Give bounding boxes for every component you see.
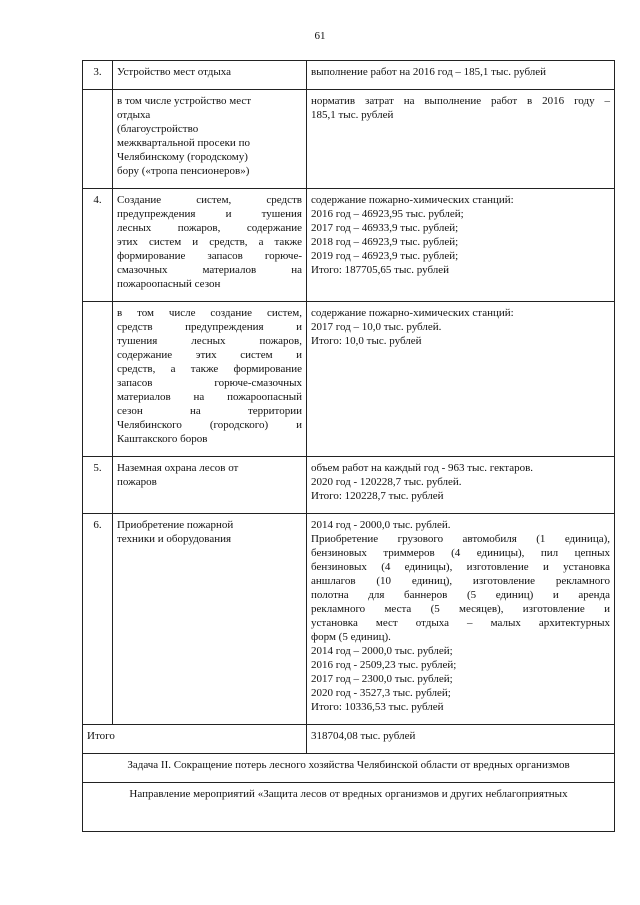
measure-name-line: содержание этих систем и: [117, 349, 302, 361]
measure-name-line: в том числе создание систем,: [117, 307, 302, 319]
measure-name-line: этих систем и средств, а также: [117, 236, 302, 248]
measure-name-line: Каштакского боров: [117, 433, 208, 445]
details-line: 2017 год – 10,0 тыс. рублей.: [311, 321, 442, 333]
measure-name: [113, 457, 307, 514]
measure-name: [113, 302, 307, 457]
measure-name-line: отдыха: [117, 109, 151, 121]
details-line: 185,1 тыс. рублей: [311, 109, 394, 121]
task-row: [83, 754, 615, 783]
task-heading: Задача II. Сокращение потерь лесного хозяйства Челябинской области от вредных организмов: [83, 754, 615, 783]
total-value: 318704,08 тыс. рублей: [307, 725, 615, 754]
details-line: 2016 год - 2509,23 тыс. рублей;: [311, 659, 457, 671]
measures-table: [82, 60, 615, 832]
measure-details: [307, 514, 615, 725]
direction-heading: Направление мероприятий «Защита лесов от вредных организмов и других неблагоприятных: [83, 783, 615, 832]
details-line: Итого: 187705,65 тыс. рублей: [311, 264, 450, 276]
details-line: полотна для баннеров (5 единиц) и аренда: [311, 589, 610, 601]
measure-name-line: тушения лесных пожаров,: [117, 335, 302, 347]
details-line: 2017 год – 2300,0 тыс. рублей;: [311, 673, 453, 685]
details-line: Итого: 10,0 тыс. рублей: [311, 335, 422, 347]
row-number: 5.: [83, 457, 113, 514]
page-number: 61: [314, 30, 326, 42]
table-row: [83, 457, 615, 514]
table-row: [83, 514, 615, 725]
details-line: установка мест отдыха – малых архитектурных: [311, 617, 610, 629]
row-number: 3.: [83, 61, 113, 90]
measure-name-line: лесных пожаров, содержание: [117, 222, 302, 234]
measure-details: [307, 457, 615, 514]
measure-name-line: Челябинского (городского) и: [117, 419, 302, 431]
measure-name-line: средств, а также формирование: [117, 363, 302, 375]
details-line: выполнение работ на 2016 год – 185,1 тыс. рублей: [311, 66, 547, 78]
measure-name-line: Наземная охрана лесов от: [117, 462, 239, 474]
measure-name-line: предупреждения и тушения: [117, 208, 302, 220]
measure-details: [307, 189, 615, 302]
details-line: Итого: 120228,7 тыс. рублей: [311, 490, 444, 502]
details-line: норматив затрат на выполнение работ в 2016 году –: [311, 95, 610, 107]
measure-details: [307, 90, 615, 189]
row-number: [83, 302, 113, 457]
measure-name-line: материалов на пожароопасный: [117, 391, 302, 403]
measure-details: [307, 61, 615, 90]
table-row: [83, 189, 615, 302]
measure-name: [113, 61, 307, 90]
details-line: 2018 год – 46923,9 тыс. рублей;: [311, 236, 459, 248]
details-line: рекламного места (5 месяцев), изготовление и: [311, 603, 610, 615]
details-line: 2014 год – 2000,0 тыс. рублей;: [311, 645, 453, 657]
table-row: [83, 90, 615, 189]
measure-name-line: Создание систем, средств: [117, 194, 302, 206]
row-number: 6.: [83, 514, 113, 725]
direction-row: [83, 783, 615, 832]
measure-name-line: Приобретение пожарной: [117, 519, 234, 531]
measure-name-line: средств предупреждения и: [117, 321, 302, 333]
measure-name: [113, 189, 307, 302]
measure-name-line: межквартальной просеки по: [117, 137, 250, 149]
row-number: 4.: [83, 189, 113, 302]
measure-name-line: Челябинскому (городскому): [117, 151, 248, 163]
details-line: содержание пожарно-химических станций:: [311, 194, 514, 206]
total-row: [83, 725, 615, 754]
measure-details: [307, 302, 615, 457]
details-line: бензиновых триммеров (4 единицы), пил цепных: [311, 547, 610, 559]
measure-name-line: пожаров: [117, 476, 157, 488]
measure-name-line: пожароопасный сезон: [117, 278, 221, 290]
details-line: бензиновых (4 единицы), изготовление и установка: [311, 561, 610, 573]
details-line: объем работ на каждый год - 963 тыс. гектаров.: [311, 462, 534, 474]
measure-name-line: Устройство мест отдыха: [117, 66, 232, 78]
details-line: форм (5 единиц).: [311, 631, 391, 643]
measure-name-line: запасов горюче-смазочных: [117, 377, 302, 389]
table-row: [83, 302, 615, 457]
details-line: Приобретение грузового автомобиля (1 единица),: [311, 533, 610, 545]
details-line: аншлагов (10 единиц), изготовление рекламного: [311, 575, 610, 587]
row-number: [83, 90, 113, 189]
details-line: 2017 год – 46933,9 тыс. рублей;: [311, 222, 459, 234]
details-line: 2020 год - 3527,3 тыс. рублей;: [311, 687, 451, 699]
details-line: 2016 год – 46923,95 тыс. рублей;: [311, 208, 464, 220]
details-line: содержание пожарно-химических станций:: [311, 307, 514, 319]
measure-name-line: смазочных материалов на: [117, 264, 302, 276]
details-line: 2020 год - 120228,7 тыс. рублей.: [311, 476, 462, 488]
measure-name: [113, 90, 307, 189]
details-line: 2014 год - 2000,0 тыс. рублей.: [311, 519, 451, 531]
details-line: Итого: 10336,53 тыс. рублей: [311, 701, 444, 713]
measure-name-line: формирование запасов горюче-: [117, 250, 302, 262]
table-row: [83, 61, 615, 90]
measure-name: [113, 514, 307, 725]
measure-name-line: (благоустройство: [117, 123, 199, 135]
measure-name-line: в том числе устройство мест: [117, 95, 252, 107]
measure-name-line: техники и оборудования: [117, 533, 232, 545]
details-line: 2019 год – 46923,9 тыс. рублей;: [311, 250, 459, 262]
measure-name-line: бору («тропа пенсионеров»): [117, 165, 250, 177]
total-label: Итого: [83, 725, 307, 754]
measure-name-line: сезон на территории: [117, 405, 302, 417]
